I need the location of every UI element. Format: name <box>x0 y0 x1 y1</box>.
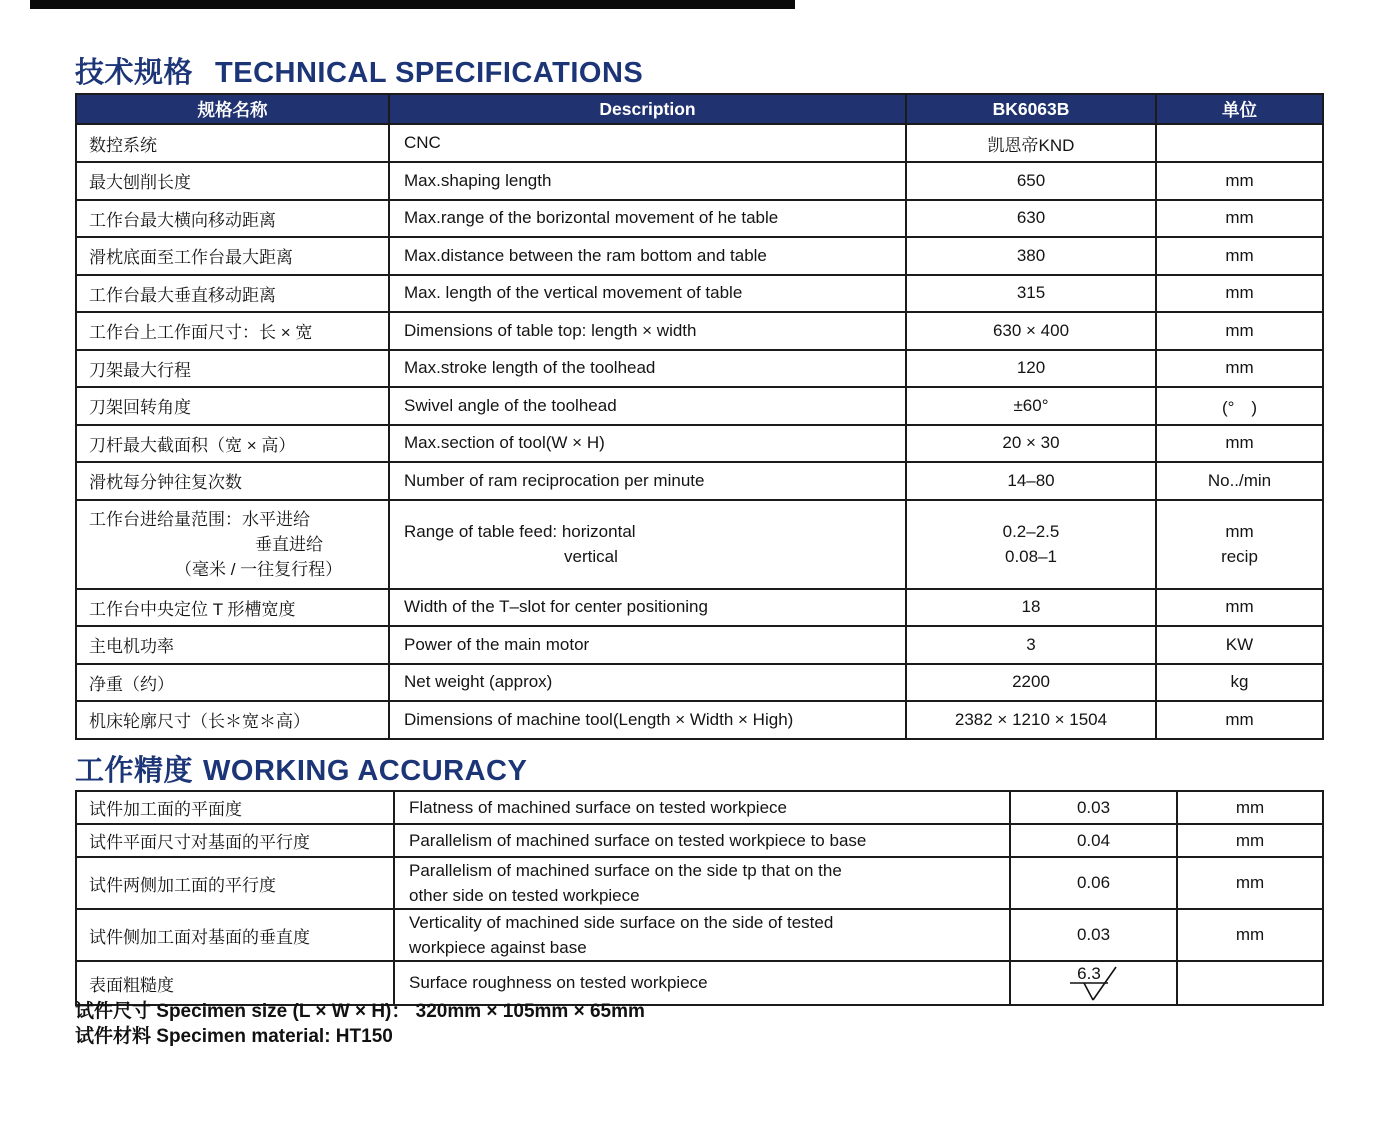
spec-name-cell-text: 试件侧加工面对基面的垂直度 <box>89 927 310 947</box>
unit-cell-text: mm <box>1225 283 1254 303</box>
table-row <box>76 200 1323 238</box>
description-cell-line: other side on tested workpiece <box>409 886 640 905</box>
surface-roughness-icon <box>1058 962 1130 1004</box>
spec-name-cell <box>76 312 389 350</box>
spec-name-cell-text: 表面粗糙度 <box>89 975 174 995</box>
unit-cell <box>1156 425 1323 463</box>
spec-name-cell-text: 滑枕底面至工作台最大距离 <box>89 248 293 268</box>
unit-cell-text: (° ) <box>1221 398 1258 418</box>
spec-name-cell-line: 垂直进给 <box>255 534 323 554</box>
description-cell <box>389 162 906 200</box>
value-cell-text: 18 <box>1021 597 1041 617</box>
spec-name-cell <box>76 909 394 961</box>
unit-cell-text: mm <box>1225 170 1254 190</box>
page-title-working-accuracy <box>75 748 527 789</box>
specimen-size-line: 试件尺寸 Specimen size (L × W × H)： 320mm × 105mm × 65mm <box>75 1001 645 1022</box>
unit-cell-text: mm <box>1225 433 1254 453</box>
unit-cell-text: mm <box>1235 797 1265 817</box>
value-cell-text: 2382 × 1210 × 1504 <box>954 709 1108 729</box>
unit-cell <box>1156 500 1323 589</box>
description-cell <box>389 124 906 162</box>
value-cell <box>906 350 1156 388</box>
spec-name-cell <box>76 200 389 238</box>
description-cell-line: workpiece against base <box>409 938 587 957</box>
spec-header-model: BK6063B <box>906 94 1156 124</box>
value-cell <box>906 462 1156 500</box>
description-cell <box>389 626 906 664</box>
specimen-material-line: 试件材料 Specimen material: HT150 <box>75 1026 393 1047</box>
spec-name-cell <box>76 791 394 824</box>
unit-cell <box>1177 857 1323 909</box>
description-cell-text: Flatness of machined surface on tested workpiece <box>409 797 787 817</box>
description-cell-text: Max.distance between the ram bottom and table <box>404 245 767 265</box>
table-row <box>76 350 1323 388</box>
spec-name-cell-text: 试件两侧加工面的平行度 <box>89 875 276 895</box>
title1-english: TECHNICAL SPECIFICATIONS <box>215 57 644 89</box>
table-row <box>76 312 1323 350</box>
table-row <box>76 124 1323 162</box>
description-cell-text: Power of the main motor <box>404 634 590 654</box>
unit-cell-text: No../min <box>1207 470 1272 490</box>
value-cell-text: 630 × 400 <box>992 320 1070 340</box>
page-title-technical-specifications <box>75 50 643 91</box>
table-row <box>76 237 1323 275</box>
value-cell <box>906 626 1156 664</box>
spec-name-cell-text: 试件平面尺寸对基面的平行度 <box>89 833 310 852</box>
value-cell-text: 3 <box>1026 634 1036 654</box>
spec-header-row <box>76 94 1323 124</box>
specimen-notes <box>75 999 645 1049</box>
value-cell-text: 0.03 <box>1076 925 1111 944</box>
description-cell <box>389 589 906 627</box>
value-cell-text: 630 <box>1016 208 1046 228</box>
spec-name-cell <box>76 350 389 388</box>
spec-name-cell-text: 工作台中央定位 T 形槽宽度 <box>89 599 296 619</box>
description-cell <box>394 857 1010 909</box>
description-cell-line: Verticality of machined side surface on the side of tested <box>409 913 834 932</box>
table-row <box>76 791 1323 824</box>
spec-name-cell <box>76 664 389 702</box>
description-cell <box>389 312 906 350</box>
unit-cell <box>1156 626 1323 664</box>
unit-cell-line: mm <box>1225 522 1254 541</box>
description-cell <box>389 387 906 425</box>
table-row <box>76 824 1323 857</box>
unit-cell <box>1177 791 1323 824</box>
value-cell <box>906 312 1156 350</box>
description-cell-text: Dimensions of table top: length × width <box>404 320 697 340</box>
spec-name-cell-line: （毫米 / 一往复行程） <box>175 559 343 579</box>
unit-cell-text: mm <box>1235 925 1265 944</box>
description-cell <box>389 350 906 388</box>
value-cell <box>1010 824 1177 857</box>
value-cell <box>1010 961 1177 1005</box>
spec-name-cell <box>76 425 389 463</box>
title2-chinese: 工作精度 <box>75 755 194 787</box>
table-row <box>76 701 1323 739</box>
spec-name-cell <box>76 589 389 627</box>
unit-cell-text: mm <box>1225 245 1254 265</box>
technical-specifications-table <box>75 93 1324 740</box>
unit-cell-text: mm <box>1225 208 1254 228</box>
spec-name-cell <box>76 124 389 162</box>
value-cell <box>906 162 1156 200</box>
value-cell <box>906 275 1156 313</box>
spec-header-name: 规格名称 <box>76 94 389 124</box>
description-cell <box>389 425 906 463</box>
spec-name-cell <box>76 462 389 500</box>
description-cell-line: vertical <box>564 547 618 566</box>
spec-name-cell <box>76 701 389 739</box>
spec-name-cell-text: 最大刨削长度 <box>89 173 191 193</box>
description-cell <box>389 275 906 313</box>
spec-name-cell-text: 净重（约） <box>89 674 174 694</box>
unit-cell <box>1156 462 1323 500</box>
value-cell-text: 650 <box>1016 170 1046 190</box>
description-cell-text: Width of the T–slot for center positioning <box>404 597 708 617</box>
value-cell-text: 315 <box>1016 283 1046 303</box>
description-cell-line: Range of table feed: horizontal <box>404 522 636 541</box>
unit-cell <box>1177 824 1323 857</box>
unit-cell-text: mm <box>1225 597 1254 617</box>
spec-name-cell <box>76 857 394 909</box>
description-cell-text: Swivel angle of the toolhead <box>404 395 617 415</box>
description-cell-text: Parallelism of machined surface on tested workpiece to base <box>409 830 867 850</box>
description-cell <box>389 664 906 702</box>
svg-text:6.3: 6.3 <box>1076 964 1101 983</box>
value-cell <box>906 589 1156 627</box>
value-cell-text: 2200 <box>1012 672 1050 692</box>
value-cell-text: 14–80 <box>1007 470 1055 490</box>
value-cell-text: 0.04 <box>1076 830 1111 850</box>
value-cell <box>906 701 1156 739</box>
spec-name-cell-text: 机床轮廓尺寸（长＊宽＊高） <box>89 712 310 732</box>
value-cell <box>906 200 1156 238</box>
description-cell-text: Number of ram reciprocation per minute <box>404 470 705 490</box>
unit-cell <box>1177 961 1323 1005</box>
description-cell-text: Max.shaping length <box>404 170 552 190</box>
description-cell <box>394 824 1010 857</box>
spec-header-description: Description <box>389 94 906 124</box>
unit-cell <box>1156 200 1323 238</box>
spec-name-cell <box>76 387 389 425</box>
spec-name-cell-text: 工作台上工作面尺寸：长 × 宽 <box>89 323 313 343</box>
spec-header-unit: 单位 <box>1156 94 1323 124</box>
value-cell-text: 0.06 <box>1076 873 1111 892</box>
spec-name-cell-text: 刀杆最大截面积（宽 × 高） <box>89 435 296 455</box>
spec-name-cell <box>76 626 389 664</box>
spec-name-cell <box>76 237 389 275</box>
unit-cell <box>1156 664 1323 702</box>
unit-cell-line: recip <box>1221 547 1258 566</box>
description-cell-text: Surface roughness on tested workpiece <box>409 973 708 992</box>
table-row <box>76 162 1323 200</box>
unit-cell <box>1156 124 1323 162</box>
value-cell <box>906 237 1156 275</box>
value-cell-text: 20 × 30 <box>1002 433 1060 453</box>
table-row <box>76 857 1323 909</box>
value-cell-text: 凯恩帝KND <box>987 135 1075 155</box>
spec-name-cell-text: 刀架最大行程 <box>89 360 191 380</box>
spec-name-cell-line: 工作台进给量范围：水平进给 <box>89 509 310 529</box>
description-cell-text: Dimensions of machine tool(Length × Width × High) <box>404 709 794 729</box>
value-cell-text: 120 <box>1016 358 1046 378</box>
description-cell-text: Max.section of tool(W × H) <box>404 433 605 453</box>
spec-name-cell <box>76 275 389 313</box>
description-cell-text: Net weight (approx) <box>404 672 553 692</box>
value-cell <box>906 664 1156 702</box>
unit-cell <box>1156 162 1323 200</box>
description-cell <box>389 500 906 589</box>
value-cell <box>1010 909 1177 961</box>
unit-cell-text: kg <box>1230 672 1249 692</box>
table-row <box>76 626 1323 664</box>
value-cell-text: 380 <box>1016 245 1046 265</box>
value-cell <box>1010 791 1177 824</box>
description-cell <box>389 701 906 739</box>
unit-cell-text: KW <box>1225 634 1254 654</box>
value-cell <box>906 387 1156 425</box>
unit-cell-text: mm <box>1235 873 1265 892</box>
spec-name-cell <box>76 824 394 857</box>
description-cell <box>389 200 906 238</box>
table-row <box>76 589 1323 627</box>
description-cell-line: Parallelism of machined surface on the side tp that on the <box>409 861 842 880</box>
description-cell <box>394 791 1010 824</box>
description-cell-text: Max. length of the vertical movement of table <box>404 283 743 303</box>
title1-chinese: 技术规格 <box>75 57 194 89</box>
unit-cell <box>1177 909 1323 961</box>
table-row <box>76 462 1323 500</box>
unit-cell-text: mm <box>1225 709 1254 729</box>
unit-cell <box>1156 589 1323 627</box>
unit-cell <box>1156 387 1323 425</box>
spec-name-cell-text: 试件加工面的平面度 <box>89 800 242 819</box>
description-cell <box>394 909 1010 961</box>
unit-cell <box>1156 275 1323 313</box>
value-cell <box>906 425 1156 463</box>
table-row <box>76 664 1323 702</box>
spec-name-cell-text: 数控系统 <box>89 135 157 155</box>
table-row <box>76 500 1323 589</box>
value-cell-line: 0.08–1 <box>1005 547 1057 566</box>
spec-name-cell-text: 主电机功率 <box>89 637 174 657</box>
unit-cell-text: mm <box>1235 830 1265 850</box>
top-rule <box>30 0 795 9</box>
value-cell-line: 0.2–2.5 <box>1002 522 1060 541</box>
unit-cell-text: mm <box>1225 320 1254 340</box>
working-accuracy-table <box>75 790 1324 1006</box>
description-cell <box>389 462 906 500</box>
description-cell <box>389 237 906 275</box>
value-cell <box>906 124 1156 162</box>
unit-cell <box>1156 701 1323 739</box>
spec-name-cell <box>76 500 389 589</box>
table-row <box>76 275 1323 313</box>
description-cell-text: Max.stroke length of the toolhead <box>404 358 656 378</box>
description-cell-text: Max.range of the borizontal movement of he table <box>404 208 779 228</box>
spec-name-cell-text: 刀架回转角度 <box>89 398 191 418</box>
unit-cell <box>1156 237 1323 275</box>
title2-english: WORKING ACCURACY <box>203 755 528 787</box>
table-row <box>76 425 1323 463</box>
unit-cell <box>1156 312 1323 350</box>
value-cell-text: ±60° <box>1013 395 1049 415</box>
unit-cell-text: mm <box>1225 358 1254 378</box>
value-cell-text: 0.03 <box>1076 797 1111 817</box>
table-row <box>76 387 1323 425</box>
description-cell-text: CNC <box>404 133 441 152</box>
spec-name-cell-text: 工作台最大垂直移动距离 <box>89 285 276 305</box>
value-cell <box>906 500 1156 589</box>
unit-cell <box>1156 350 1323 388</box>
spec-name-cell <box>76 162 389 200</box>
spec-name-cell-text: 工作台最大横向移动距离 <box>89 210 276 230</box>
value-cell <box>1010 857 1177 909</box>
table-row <box>76 909 1323 961</box>
spec-name-cell-text: 滑枕每分钟往复次数 <box>89 473 242 493</box>
